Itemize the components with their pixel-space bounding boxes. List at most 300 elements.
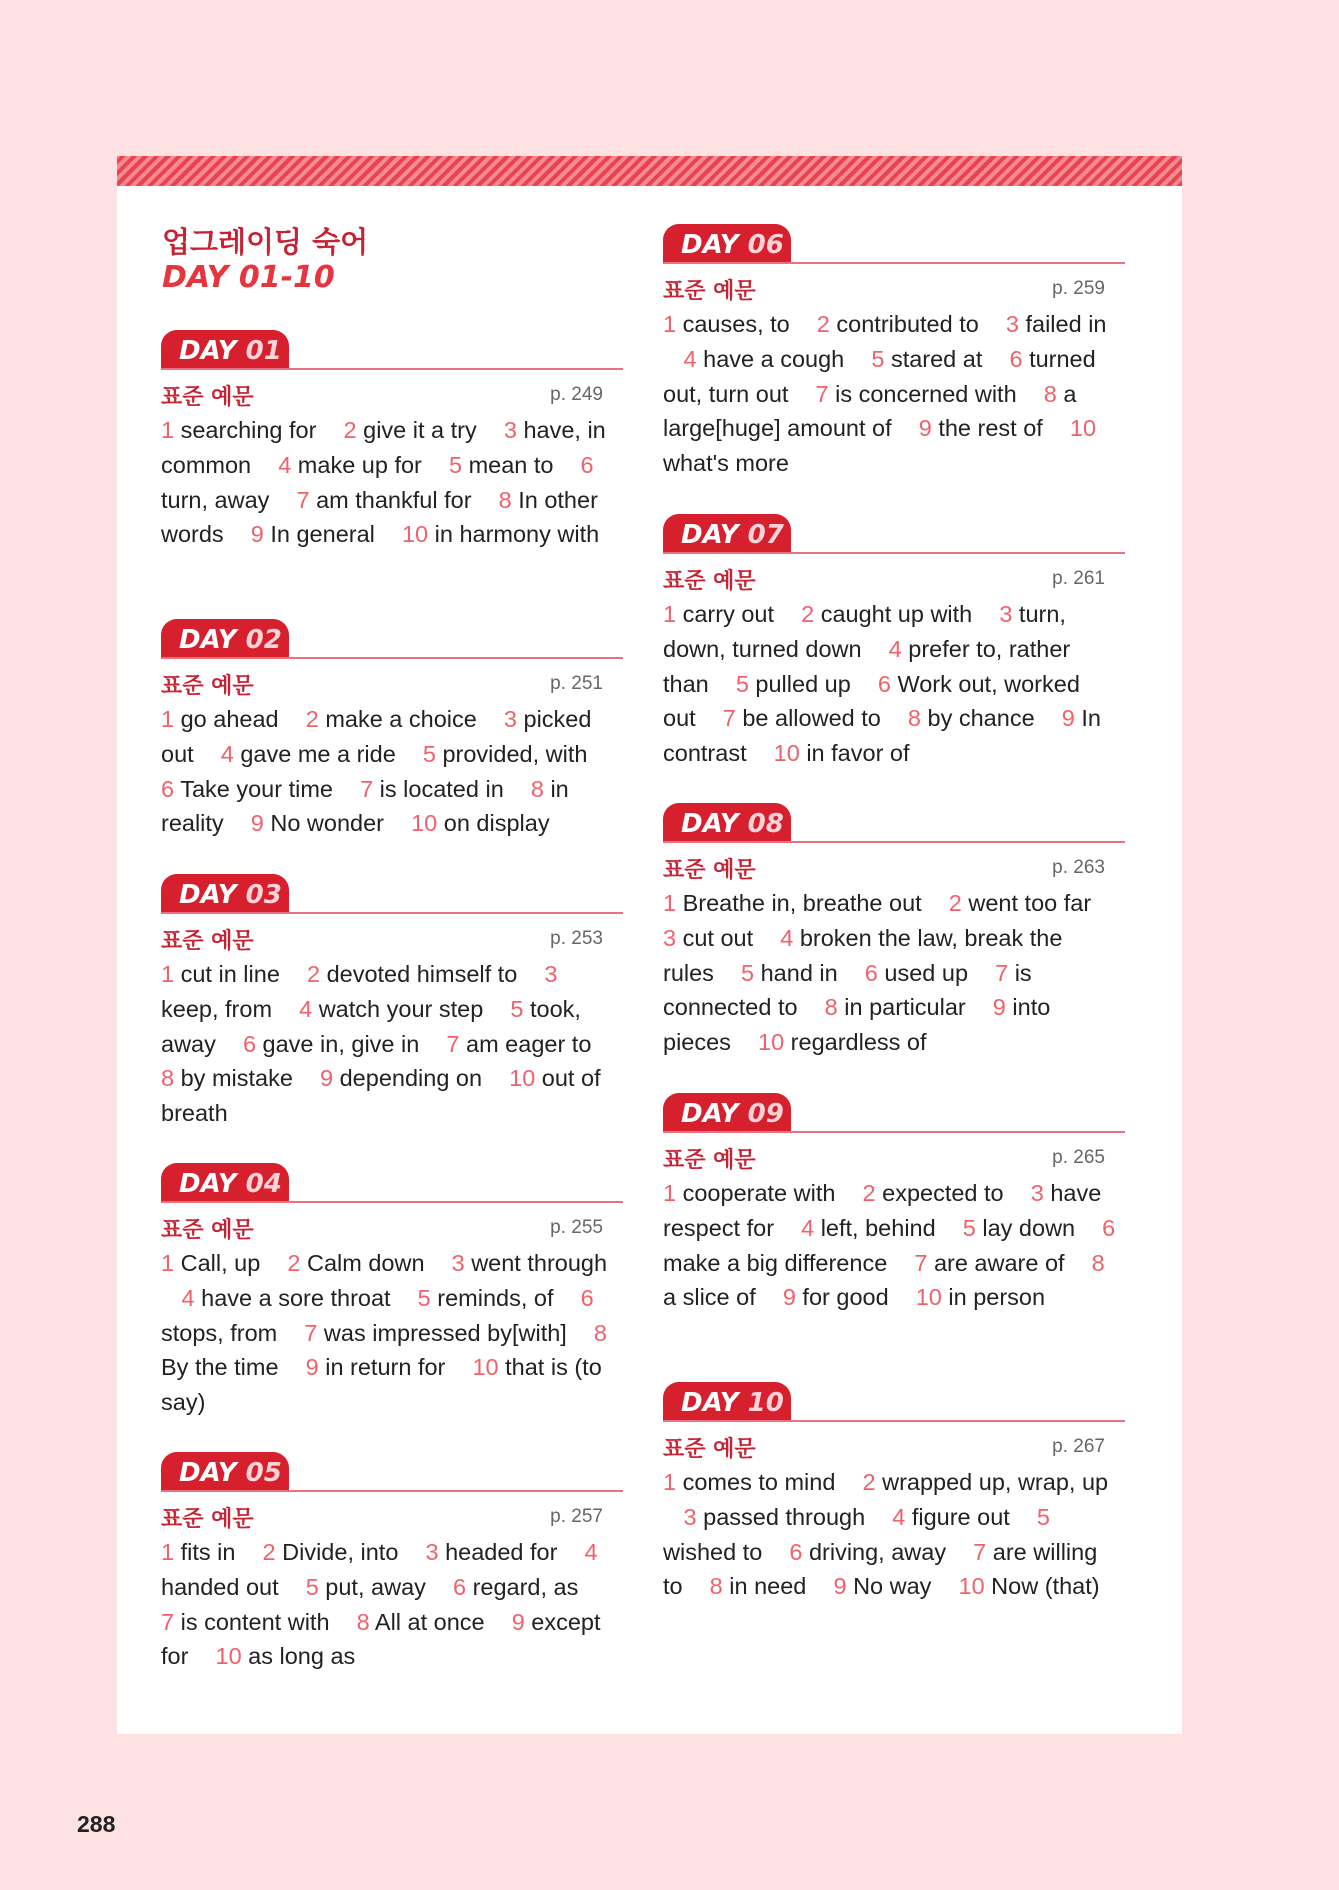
answer-item bbox=[963, 1215, 1075, 1241]
answer-text: depending on bbox=[339, 1065, 483, 1092]
answer-item bbox=[161, 1250, 260, 1276]
answer-item bbox=[182, 1285, 391, 1311]
day-tab-row bbox=[161, 619, 623, 659]
answer-text: lay down bbox=[982, 1214, 1076, 1241]
answer-number: 8 bbox=[530, 775, 544, 802]
answer-text: went too far bbox=[968, 890, 1092, 916]
day-tab bbox=[663, 803, 791, 843]
answer-number: 1 bbox=[663, 890, 677, 916]
answer-text: All at once bbox=[374, 1608, 485, 1635]
day-tab-label: DAY bbox=[179, 336, 237, 366]
answer-key-card bbox=[117, 156, 1182, 1734]
page-title: 업그레이딩 숙어 bbox=[162, 225, 369, 259]
answer-item bbox=[871, 346, 982, 372]
answer-text: In other words bbox=[161, 486, 598, 548]
subheading-row bbox=[161, 378, 623, 412]
section-divider bbox=[663, 262, 1125, 264]
subheading-label: 표준 예문 bbox=[663, 858, 756, 883]
answer-item bbox=[783, 1284, 889, 1310]
subheading-row bbox=[663, 1141, 1125, 1175]
answer-text: Call, up bbox=[180, 1250, 261, 1276]
answer-item bbox=[736, 671, 851, 697]
answer-number: 4 bbox=[220, 740, 234, 767]
answer-number: 3 bbox=[1030, 1180, 1044, 1206]
answer-number: 10 bbox=[509, 1065, 536, 1092]
answer-item bbox=[278, 452, 422, 478]
answer-number: 6 bbox=[242, 1030, 257, 1057]
page-reference: p. 259 bbox=[1052, 278, 1105, 299]
answer-item bbox=[684, 346, 845, 372]
answer-item bbox=[741, 960, 838, 986]
answer-number: 2 bbox=[287, 1250, 301, 1276]
page-reference: p. 249 bbox=[550, 384, 603, 405]
answer-number: 8 bbox=[824, 994, 838, 1021]
answer-text: mean to bbox=[468, 451, 554, 478]
answer-number: 9 bbox=[992, 994, 1006, 1021]
answer-text: prefer to, rather than bbox=[663, 635, 1071, 697]
answer-item bbox=[710, 1573, 807, 1599]
answer-item bbox=[723, 705, 881, 731]
answer-number: 7 bbox=[973, 1538, 987, 1565]
answer-list bbox=[161, 1535, 623, 1674]
day-tab-number: 10 bbox=[747, 1388, 784, 1418]
answer-text: passed through bbox=[703, 1503, 866, 1530]
answer-number: 7 bbox=[722, 705, 736, 732]
answer-text: gave in, give in bbox=[262, 1030, 420, 1057]
answer-text: into pieces bbox=[663, 994, 1051, 1056]
answer-item bbox=[663, 925, 753, 951]
answer-text: causes, to bbox=[682, 311, 790, 337]
answer-number: 7 bbox=[995, 959, 1009, 986]
answer-number: 9 bbox=[250, 810, 264, 837]
answer-item bbox=[663, 311, 790, 337]
answer-number: 7 bbox=[446, 1030, 460, 1057]
answer-number: 8 bbox=[1043, 380, 1057, 407]
section-divider bbox=[161, 1201, 623, 1203]
answer-item bbox=[216, 1643, 356, 1669]
answer-item bbox=[296, 487, 471, 513]
answer-number: 10 bbox=[472, 1354, 499, 1381]
day-tab-number: 07 bbox=[747, 520, 784, 550]
answer-text: devoted himself to bbox=[326, 961, 518, 987]
answer-item bbox=[446, 1031, 591, 1057]
answer-text: am eager to bbox=[466, 1030, 592, 1057]
subheading-row bbox=[663, 272, 1125, 306]
answer-text: figure out bbox=[911, 1503, 1010, 1530]
answer-text: wrapped up, wrap, up bbox=[882, 1469, 1109, 1495]
answer-text: cooperate with bbox=[682, 1180, 836, 1206]
page-day-range: DAY 01-10 bbox=[162, 260, 335, 295]
answer-item bbox=[251, 521, 375, 547]
answer-number: 1 bbox=[663, 311, 677, 337]
answer-text: for good bbox=[802, 1284, 889, 1311]
answer-text: Work out, worked out bbox=[663, 670, 1080, 732]
answer-text: Breathe in, breathe out bbox=[682, 890, 922, 916]
day-tab bbox=[161, 330, 289, 370]
answer-item bbox=[801, 1215, 936, 1241]
day-tab-number: 03 bbox=[245, 880, 282, 910]
answer-text: a large[huge] amount of bbox=[663, 380, 1077, 442]
answer-text: contributed to bbox=[836, 311, 979, 337]
answer-text: keep, from bbox=[161, 995, 273, 1022]
answer-text: left, behind bbox=[820, 1214, 936, 1241]
subheading-row bbox=[161, 1500, 623, 1534]
day-section-09 bbox=[663, 1093, 1125, 1315]
day-tab bbox=[161, 1452, 289, 1492]
answer-number: 7 bbox=[161, 1608, 175, 1635]
answer-text: comes to mind bbox=[682, 1469, 836, 1495]
answer-item bbox=[418, 1285, 554, 1311]
answer-number: 5 bbox=[1036, 1503, 1050, 1530]
answer-number: 9 bbox=[511, 1608, 525, 1635]
subheading-row bbox=[161, 1211, 623, 1245]
subheading-label: 표준 예문 bbox=[663, 569, 756, 594]
section-divider bbox=[663, 552, 1125, 554]
subheading-row bbox=[663, 851, 1125, 885]
day-tab-row bbox=[161, 874, 623, 914]
answer-text: failed in bbox=[1025, 311, 1107, 337]
day-section-04 bbox=[161, 1163, 623, 1420]
answer-number: 9 bbox=[782, 1284, 796, 1311]
answer-number: 1 bbox=[161, 1250, 175, 1276]
answer-text: broken the law, break the rules bbox=[663, 924, 1063, 986]
answer-item bbox=[161, 1609, 330, 1635]
answer-number: 4 bbox=[780, 924, 794, 951]
section-divider bbox=[161, 657, 623, 659]
answer-item bbox=[449, 452, 554, 478]
answer-text: make up for bbox=[297, 451, 422, 478]
answer-item bbox=[306, 706, 477, 732]
answer-text: watch your step bbox=[318, 995, 484, 1022]
page-reference: p. 251 bbox=[550, 673, 603, 694]
answer-item bbox=[251, 810, 384, 836]
answer-number: 3 bbox=[503, 706, 517, 732]
answer-item bbox=[299, 996, 483, 1022]
answer-list bbox=[161, 957, 623, 1131]
answer-number: 1 bbox=[663, 1180, 677, 1206]
answer-number: 8 bbox=[1091, 1249, 1105, 1276]
answer-text: have a sore throat bbox=[201, 1284, 391, 1311]
answer-text: driving, away bbox=[808, 1538, 947, 1565]
answer-number: 1 bbox=[161, 706, 175, 732]
answer-text: in favor of bbox=[806, 740, 910, 767]
day-section-03 bbox=[161, 874, 623, 1131]
day-tab-label: DAY bbox=[681, 1099, 739, 1129]
day-section-07 bbox=[663, 514, 1125, 771]
answer-text: have a cough bbox=[703, 345, 845, 372]
answer-number: 5 bbox=[305, 1573, 319, 1600]
day-tab-label: DAY bbox=[179, 1458, 237, 1488]
answer-text: By the time bbox=[161, 1354, 279, 1381]
answer-text: what's more bbox=[663, 450, 789, 477]
answer-number: 5 bbox=[422, 740, 436, 767]
answer-number: 8 bbox=[161, 1065, 175, 1092]
answer-item bbox=[306, 1574, 426, 1600]
answer-number: 2 bbox=[862, 1180, 876, 1206]
answer-number: 7 bbox=[296, 486, 310, 513]
answer-number: 10 bbox=[1069, 415, 1097, 442]
answer-number: 10 bbox=[758, 1029, 785, 1056]
answer-number: 8 bbox=[498, 486, 512, 513]
answer-text: In contrast bbox=[663, 705, 1101, 767]
answer-text: in reality bbox=[161, 775, 569, 837]
page-reference: p. 255 bbox=[550, 1217, 603, 1238]
answer-number: 10 bbox=[411, 810, 438, 837]
answer-list bbox=[663, 886, 1125, 1060]
answer-number: 2 bbox=[262, 1539, 276, 1565]
day-tab-number: 06 bbox=[747, 230, 784, 260]
answer-item bbox=[344, 417, 477, 443]
answer-text: go ahead bbox=[180, 706, 279, 732]
answer-text: have, in common bbox=[161, 417, 606, 478]
answer-number: 9 bbox=[1061, 705, 1075, 732]
answer-text: in need bbox=[729, 1573, 807, 1600]
day-tab-number: 09 bbox=[747, 1099, 784, 1129]
day-tab-number: 01 bbox=[245, 336, 282, 366]
answer-number: 2 bbox=[306, 961, 321, 987]
answer-text: picked out bbox=[161, 706, 592, 767]
answer-number: 1 bbox=[663, 1469, 677, 1495]
answer-item bbox=[663, 890, 922, 916]
answer-item bbox=[833, 1573, 931, 1599]
answer-number: 8 bbox=[907, 705, 921, 732]
answer-text: fits in bbox=[180, 1539, 236, 1565]
answer-text: on display bbox=[443, 810, 550, 837]
answer-item bbox=[161, 1539, 235, 1565]
answer-number: 6 bbox=[1009, 345, 1023, 372]
answer-number: 9 bbox=[833, 1573, 847, 1600]
answer-number: 6 bbox=[161, 775, 175, 802]
answer-item bbox=[161, 961, 280, 987]
answer-item bbox=[452, 1250, 607, 1276]
answer-number: 10 bbox=[215, 1643, 242, 1670]
day-tab-label: DAY bbox=[179, 1169, 237, 1199]
day-tab bbox=[161, 1163, 289, 1203]
answer-item bbox=[801, 601, 972, 627]
answer-item bbox=[320, 1065, 482, 1091]
day-tab bbox=[161, 874, 289, 914]
answer-text: was impressed by[with] bbox=[323, 1319, 567, 1346]
day-tab-row bbox=[161, 330, 623, 370]
answer-number: 4 bbox=[801, 1214, 815, 1241]
answer-number: 1 bbox=[161, 1539, 175, 1565]
answer-list bbox=[663, 1176, 1125, 1315]
day-tab bbox=[663, 1382, 791, 1422]
answer-number: 3 bbox=[999, 601, 1013, 627]
answer-number: 7 bbox=[360, 775, 374, 802]
answer-number: 6 bbox=[452, 1573, 467, 1600]
answer-text: went through bbox=[471, 1250, 608, 1276]
answer-text: provided, with bbox=[442, 740, 588, 767]
answer-text: turn, away bbox=[161, 486, 270, 513]
decorative-stripe-header bbox=[117, 156, 1182, 186]
answer-text: make a choice bbox=[325, 706, 477, 732]
answer-item bbox=[663, 1180, 835, 1206]
answer-number: 4 bbox=[892, 1503, 906, 1530]
answer-number: 5 bbox=[741, 959, 755, 986]
answer-text: by chance bbox=[927, 705, 1035, 732]
answer-text: in return for bbox=[325, 1354, 446, 1381]
answer-number: 9 bbox=[320, 1065, 334, 1092]
day-tab-label: DAY bbox=[179, 625, 237, 655]
answer-item bbox=[959, 1573, 1100, 1599]
answer-text: in person bbox=[948, 1284, 1046, 1311]
section-divider bbox=[663, 1420, 1125, 1422]
answer-number: 2 bbox=[305, 706, 319, 732]
answer-item bbox=[916, 1284, 1045, 1310]
answer-item bbox=[357, 1609, 485, 1635]
answer-text: Take your time bbox=[180, 775, 333, 802]
answer-item bbox=[161, 706, 279, 732]
day-tab-label: DAY bbox=[681, 809, 739, 839]
answer-text: give it a try bbox=[363, 417, 477, 443]
answer-text: a slice of bbox=[663, 1284, 756, 1311]
day-tab-number: 05 bbox=[245, 1458, 282, 1488]
day-tab-label: DAY bbox=[681, 1388, 739, 1418]
answer-number: 7 bbox=[815, 380, 829, 407]
day-section-10 bbox=[663, 1382, 1125, 1604]
answer-number: 5 bbox=[417, 1284, 431, 1311]
answer-number: 10 bbox=[958, 1573, 985, 1600]
page-reference: p. 265 bbox=[1052, 1147, 1105, 1168]
section-divider bbox=[663, 1131, 1125, 1133]
answer-number: 4 bbox=[888, 635, 902, 662]
answer-number: 2 bbox=[948, 890, 962, 916]
answer-item bbox=[453, 1574, 578, 1600]
answer-item bbox=[815, 381, 1016, 407]
answer-number: 9 bbox=[305, 1354, 319, 1381]
answer-number: 3 bbox=[425, 1539, 439, 1565]
answer-item bbox=[306, 1354, 446, 1380]
day-section-05 bbox=[161, 1452, 623, 1674]
day-section-02 bbox=[161, 619, 623, 841]
answer-text: cut out bbox=[682, 924, 754, 951]
answer-text: pulled up bbox=[755, 670, 851, 697]
answer-text: headed for bbox=[445, 1539, 558, 1565]
answer-item bbox=[758, 1029, 927, 1055]
answer-number: 7 bbox=[914, 1249, 928, 1276]
answer-list bbox=[161, 1246, 623, 1420]
answer-number: 6 bbox=[580, 1284, 594, 1311]
answer-number: 4 bbox=[299, 995, 313, 1022]
answer-number: 1 bbox=[663, 601, 677, 627]
subheading-label: 표준 예문 bbox=[663, 279, 756, 304]
page-number: 288 bbox=[77, 1811, 116, 1837]
day-section-08 bbox=[663, 803, 1125, 1060]
answer-list bbox=[161, 702, 623, 841]
answer-text: Divide, into bbox=[282, 1539, 399, 1565]
subheading-label: 표준 예문 bbox=[161, 1507, 254, 1532]
answer-text: is connected to bbox=[663, 959, 1032, 1021]
answer-number: 8 bbox=[709, 1573, 723, 1600]
answer-number: 4 bbox=[181, 1284, 195, 1311]
subheading-row bbox=[663, 562, 1125, 596]
day-section-01 bbox=[161, 330, 623, 552]
answer-number: 1 bbox=[161, 417, 175, 443]
day-tab bbox=[161, 619, 289, 659]
answer-item bbox=[263, 1539, 399, 1565]
answer-number: 9 bbox=[918, 415, 932, 442]
answer-text: gave me a ride bbox=[240, 740, 396, 767]
answer-number: 6 bbox=[864, 959, 878, 986]
answer-text: Calm down bbox=[306, 1250, 425, 1276]
answer-number: 9 bbox=[250, 521, 264, 548]
answer-number: 8 bbox=[356, 1608, 370, 1635]
answer-item bbox=[789, 1539, 946, 1565]
answer-item bbox=[425, 1539, 557, 1565]
answer-text: are willing to bbox=[663, 1538, 1098, 1600]
answer-item bbox=[402, 521, 599, 547]
day-tab-row bbox=[663, 1382, 1125, 1422]
answer-item bbox=[863, 1180, 1004, 1206]
answer-text: No way bbox=[853, 1573, 932, 1600]
page-reference: p. 261 bbox=[1052, 568, 1105, 589]
day-tab-label: DAY bbox=[681, 230, 739, 260]
day-tab bbox=[663, 514, 791, 554]
answer-item bbox=[423, 741, 588, 767]
answer-item bbox=[865, 960, 968, 986]
answer-item bbox=[304, 1320, 567, 1346]
answer-item bbox=[684, 1504, 866, 1530]
answer-text: stops, from bbox=[161, 1319, 278, 1346]
answer-item bbox=[307, 961, 517, 987]
answer-text: expected to bbox=[882, 1180, 1004, 1206]
answer-item bbox=[221, 741, 396, 767]
section-divider bbox=[663, 841, 1125, 843]
answer-number: 6 bbox=[1102, 1214, 1116, 1241]
answer-item bbox=[243, 1031, 419, 1057]
page-reference: p. 267 bbox=[1052, 1436, 1105, 1457]
subheading-label: 표준 예문 bbox=[161, 385, 254, 410]
answer-item bbox=[862, 1469, 1108, 1495]
answer-text: make a big difference bbox=[663, 1249, 888, 1276]
answer-text: searching for bbox=[180, 417, 317, 443]
answer-number: 2 bbox=[816, 311, 830, 337]
answer-text: used up bbox=[884, 959, 969, 986]
answer-text: turn, down, turned down bbox=[663, 601, 1066, 662]
answer-number: 10 bbox=[915, 1284, 942, 1311]
section-divider bbox=[161, 368, 623, 370]
answer-text: handed out bbox=[161, 1573, 279, 1600]
answer-item bbox=[161, 1065, 293, 1091]
answer-text: in harmony with bbox=[434, 521, 600, 548]
page-reference: p. 253 bbox=[550, 928, 603, 949]
answer-number: 5 bbox=[448, 451, 463, 478]
day-tab-number: 08 bbox=[747, 809, 784, 839]
answer-item bbox=[892, 1504, 1010, 1530]
answer-text: turned out, turn out bbox=[663, 345, 1096, 407]
answer-number: 10 bbox=[401, 521, 429, 548]
answer-text: are aware of bbox=[933, 1249, 1065, 1276]
subheading-label: 표준 예문 bbox=[161, 674, 254, 699]
answer-item bbox=[161, 417, 316, 443]
answer-number: 1 bbox=[161, 961, 175, 987]
answer-text: is located in bbox=[379, 775, 504, 802]
answer-item bbox=[161, 776, 333, 802]
answer-item bbox=[919, 415, 1043, 441]
answer-text: caught up with bbox=[820, 601, 973, 627]
answer-number: 4 bbox=[683, 345, 697, 372]
answer-number: 6 bbox=[877, 670, 891, 697]
answer-number: 3 bbox=[683, 1503, 697, 1530]
answer-text: am thankful for bbox=[316, 486, 472, 513]
answer-list bbox=[663, 597, 1125, 771]
answer-number: 3 bbox=[1005, 311, 1019, 337]
answer-item bbox=[360, 776, 504, 802]
subheading-label: 표준 예문 bbox=[161, 1218, 254, 1243]
answer-item bbox=[1006, 311, 1107, 337]
answer-text: stared at bbox=[890, 345, 983, 372]
